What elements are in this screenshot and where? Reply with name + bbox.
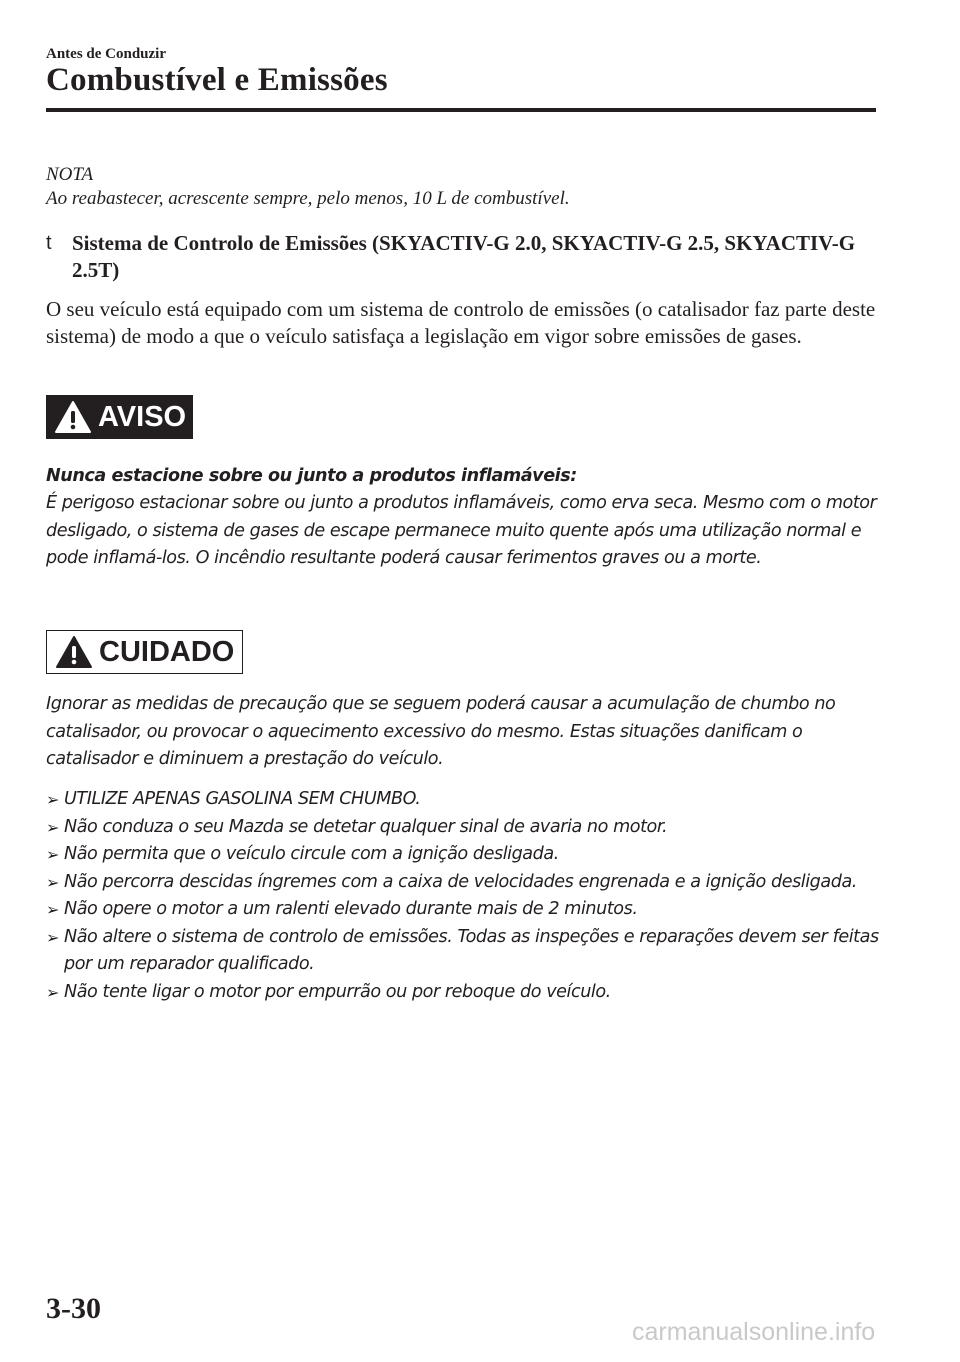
caution-list xyxy=(46,786,886,1006)
note-text: Ao reabastecer, acrescente sempre, pelo menos, 10 L de combustível. xyxy=(46,188,570,209)
watermark: carmanualsonline.info xyxy=(632,1318,876,1346)
caution-text: Ignorar as medidas de precaução que se seguem poderá causar a acumulação de chumbo no catalisador, ou provocar o aquecimento excessivo do mesmo. Estas situações danificam o catalisador e diminuem a prestação do veículo. xyxy=(46,694,836,769)
list-item: ➢ Não permita que o veículo circule com a ignição desligada. xyxy=(46,841,886,869)
warning-title: Nunca estacione sobre ou junto a produtos inflamáveis: xyxy=(46,466,577,486)
list-item: ➢ UTILIZE APENAS GASOLINA SEM CHUMBO. xyxy=(46,786,886,814)
warning-badge xyxy=(46,395,193,439)
title-divider xyxy=(46,108,876,112)
warning-text: É perigoso estacionar sobre ou junto a produtos inflamáveis, como erva seca. Mesmo com o motor desligado, o sistema de gases de escape permanece muito quente após uma utilização normal e pode inflamá-los. O incêndio resultante poderá causar ferimentos graves ou a morte. xyxy=(46,493,877,568)
list-item: ➢ Não percorra descidas íngremes com a caixa de velocidades engrenada e a ignição desligada. xyxy=(46,869,886,897)
caution-badge xyxy=(46,630,243,674)
list-item: ➢ Não opere o motor a um ralenti elevado durante mais de 2 minutos. xyxy=(46,896,886,924)
page-title: Combustível e Emissões xyxy=(46,62,388,98)
page-number: 3-30 xyxy=(46,1292,101,1325)
arrowhead-icon: ➢ xyxy=(46,982,59,1002)
note-label: NOTA xyxy=(46,164,94,185)
list-item: ➢ Não altere o sistema de controlo de emissões. Todas as inspeções e reparações devem ser feitas por um reparador qualificado. xyxy=(46,924,886,979)
arrowhead-icon: ➢ xyxy=(46,817,59,837)
arrowhead-icon: ➢ xyxy=(46,900,59,919)
subsection-heading: Sistema de Controlo de Emissões (SKYACTIV-G 2.0, SKYACTIV-G 2.5, SKYACTIV-G 2.5T) xyxy=(72,231,856,282)
warning-badge-label: AVISO xyxy=(98,400,187,433)
arrowhead-icon: ➢ xyxy=(46,872,59,892)
section-label: Antes de Conduzir xyxy=(46,46,167,62)
arrowhead-icon: ➢ xyxy=(46,845,59,864)
warning-triangle-icon xyxy=(55,635,93,669)
warning-triangle-icon xyxy=(54,400,92,434)
subsection-body: O seu veículo está equipado com um sistema de controlo de emissões (o catalisador faz parte deste sistema) de modo a que o veículo satisfaça a legislação em vigor sobre emissões de gases. xyxy=(46,297,876,348)
list-item: ➢ Não tente ligar o motor por empurrão ou por reboque do veículo. xyxy=(46,979,886,1007)
caution-badge-label: CUIDADO xyxy=(99,635,235,668)
arrowhead-icon: ➢ xyxy=(46,927,59,947)
arrowhead-icon: ➢ xyxy=(46,790,59,809)
list-item: ➢ Não conduza o seu Mazda se detetar qualquer sinal de avaria no motor. xyxy=(46,814,886,842)
subsection-marker: t xyxy=(46,232,52,254)
